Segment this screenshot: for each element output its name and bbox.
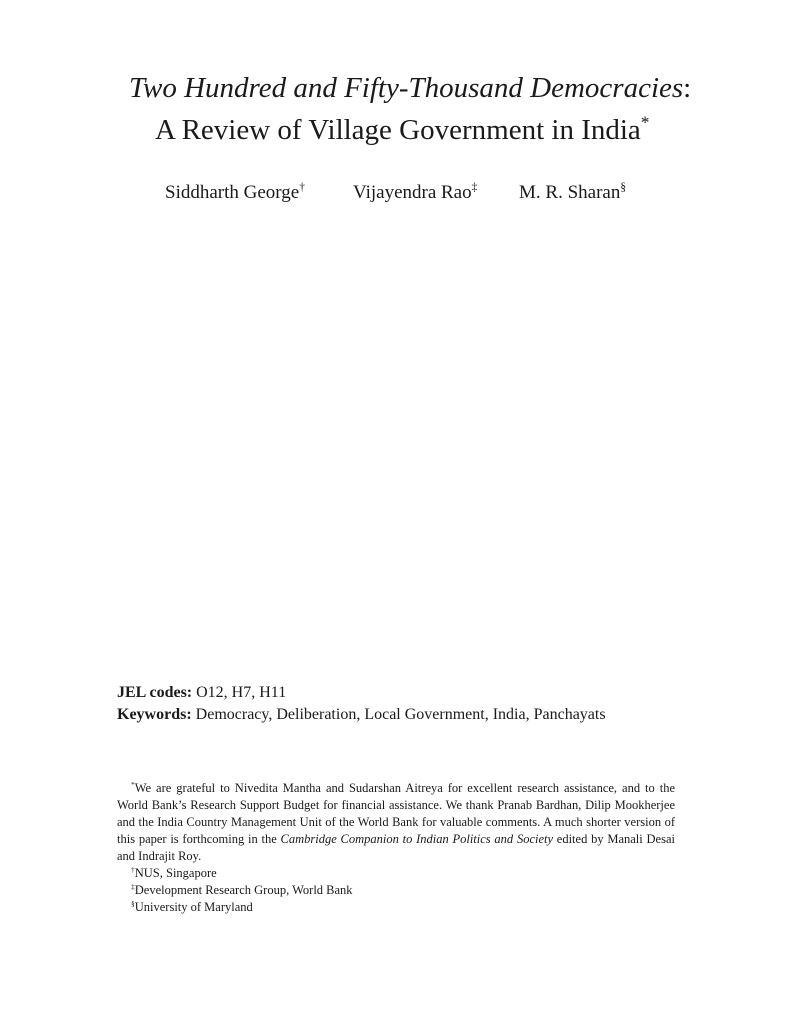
footnote-mark: * [131,779,135,789]
jel-label: JEL codes: [117,684,193,701]
footnotes [117,780,675,916]
title-main-italic: Two Hundred and Fifty-Thousand Democracies [129,72,684,104]
footnote-mark: § [131,898,135,908]
affiliation-text: Development Research Group, World Bank [134,883,353,897]
footnote-text-b: edited by Manali Desai and Indrajit Roy. [117,832,675,863]
footnote-affiliation-rao [117,882,675,899]
footnote-acknowledgements [117,780,675,865]
footnote-affiliation-sharan [117,899,675,916]
affiliation-text: NUS, Singapore [134,866,217,880]
author-mark: ‡ [471,181,478,194]
title-subtitle: A Review of Village Government in India [155,114,641,146]
author-name: Siddharth George [165,182,300,203]
author-george [165,180,305,206]
keywords-label: Keywords: [117,706,192,723]
author-mark: § [620,181,627,194]
footnote-book-title: Cambridge Companion to Indian Politics and Society [280,832,554,846]
title-line-2 [155,112,649,148]
title-colon: : [683,72,692,104]
footnote-affiliation-george [117,865,675,882]
author-rao [353,180,477,206]
footnote-mark: ‡ [131,881,135,891]
footnote-text-a: We are grateful to Nivedita Mantha and Sudarshan Aitreya for excellent research assistance, and to the World Bank’s Research Support Budget for financial assistance. We thank Pranab Bardhan, Dilip Mookherjee and the India Country Management Unit of the World Bank for valuable comments. A much shorter version of this paper is forthcoming in the [117,781,675,846]
title-footnote-mark: * [640,112,650,133]
keywords [117,704,606,726]
keywords-value: Democracy, Deliberation, Local Government, India, Panchayats [195,706,606,723]
author-mark: † [299,181,305,194]
jel-value: O12, H7, H11 [196,684,287,701]
jel-codes [117,682,606,704]
author-sharan [519,180,626,206]
paper-metadata [117,682,606,726]
author-name: M. R. Sharan [519,182,621,203]
title-line-1 [129,70,691,106]
author-name: Vijayendra Rao [353,182,472,203]
affiliation-text: University of Maryland [134,900,253,914]
footnote-mark: † [131,864,135,874]
